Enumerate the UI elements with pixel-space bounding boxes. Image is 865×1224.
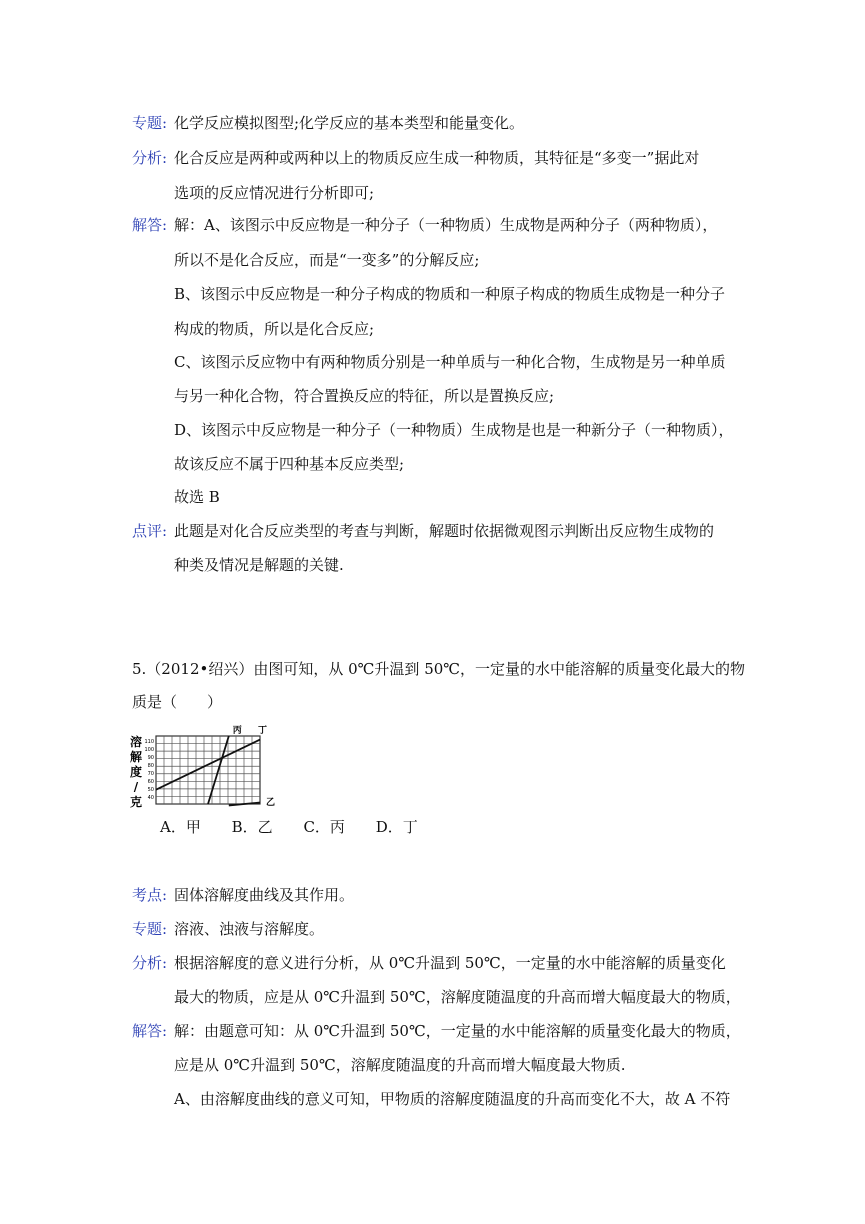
topic-text: 溶液、浊液与溶解度。 xyxy=(174,920,325,938)
option-d[interactable]: D．丁 xyxy=(375,818,418,836)
answer-line: 故选 B xyxy=(174,488,220,506)
ylabel-char: 解 xyxy=(130,750,143,764)
option-c[interactable]: C．丙 xyxy=(303,818,345,836)
comment-label: 点评: xyxy=(132,522,168,540)
y-tick-label: 100 xyxy=(144,747,154,753)
answer-line: D、该图示中反应物是一种分子（一种物质）生成物是也是一种新分子（一种物质）， xyxy=(174,421,734,439)
option-b[interactable]: B．乙 xyxy=(231,818,273,836)
comment-line: 此题是对化合反应类型的考查与判断，解题时依据微观图示判断出反应物生成物的 xyxy=(174,522,715,540)
option-a[interactable]: A．甲 xyxy=(160,818,201,836)
answer-options xyxy=(160,817,444,837)
y-tick-label: 90 xyxy=(147,755,154,761)
topic-label: 专题: xyxy=(132,920,168,938)
answer-line: 所以不是化合反应，而是“一变多”的分解反应; xyxy=(174,251,480,269)
series-line-1 xyxy=(208,736,229,804)
y-tick-label: 110 xyxy=(144,739,154,745)
analysis-line: 化合反应是两种或两种以上的物质反应生成一种物质，其特征是“多变一”据此对 xyxy=(174,149,700,167)
ylabel-char: / xyxy=(133,780,139,794)
kaodian-text: 固体溶解度曲线及其作用。 xyxy=(174,886,355,904)
topic-label: 专题: xyxy=(132,114,168,132)
series-label: 乙 xyxy=(266,798,275,808)
comment-line: 种类及情况是解题的关键. xyxy=(174,556,344,574)
y-tick-label: 70 xyxy=(147,771,154,777)
ylabel-char: 溶 xyxy=(130,735,143,749)
analysis-line: 选项的反应情况进行分析即可; xyxy=(174,184,375,202)
analysis-label: 分析: xyxy=(132,954,168,972)
answer-label: 解答: xyxy=(132,216,168,234)
ylabel-char: 度 xyxy=(130,765,143,779)
analysis-line: 最大的物质，应是从 0℃升温到 50℃，溶解度随温度的升高而增大幅度最大的物质， xyxy=(174,988,741,1006)
kaodian-label: 考点: xyxy=(132,886,168,904)
y-tick-label: 80 xyxy=(147,763,154,769)
analysis-label: 分析: xyxy=(132,149,168,167)
answer-line: 解：A、该图示中反应物是一种分子（一种物质）生成物是两种分子（两种物质）， xyxy=(174,216,718,234)
question-text: 质是（ ） xyxy=(132,693,223,711)
y-tick-label: 40 xyxy=(147,795,154,801)
answer-line: C、该图示反应物中有两种物质分别是一种单质与一种化合物，生成物是另一种单质 xyxy=(174,353,726,371)
topic-text: 化学反应模拟图型;化学反应的基本类型和能量变化。 xyxy=(174,114,525,132)
y-tick-label: 60 xyxy=(147,779,154,785)
solubility-chart xyxy=(130,724,275,810)
answer-line: 构成的物质，所以是化合反应; xyxy=(174,320,375,338)
series-line-0 xyxy=(156,740,260,790)
answer-line: A、由溶解度曲线的意义可知，甲物质的溶解度随温度的升高而变化不大，故 A 不符 xyxy=(174,1090,731,1108)
answer-line: 解：由题意可知：从 0℃升温到 50℃，一定量的水中能溶解的质量变化最大的物质， xyxy=(174,1022,741,1040)
analysis-line: 根据溶解度的意义进行分析，从 0℃升温到 50℃，一定量的水中能溶解的质量变化 xyxy=(174,954,726,972)
answer-line: 故该反应不属于四种基本反应类型; xyxy=(174,455,405,473)
answer-line: 应是从 0℃升温到 50℃，溶解度随温度的升高而增大幅度最大物质. xyxy=(174,1056,626,1074)
series-label: 丙 xyxy=(232,726,242,736)
ylabel-char: 克 xyxy=(130,795,143,809)
answer-line: B、该图示中反应物是一种分子构成的物质和一种原子构成的物质生成物是一种分子 xyxy=(174,285,726,303)
question-text: 5.（2012•绍兴）由图可知，从 0℃升温到 50℃，一定量的水中能溶解的质量变化最大的物 xyxy=(132,660,746,678)
y-tick-label: 50 xyxy=(147,787,154,793)
answer-label: 解答: xyxy=(132,1022,168,1040)
series-label: 丁 xyxy=(258,726,268,736)
answer-line: 与另一种化合物，符合置换反应的特征，所以是置换反应; xyxy=(174,387,555,405)
